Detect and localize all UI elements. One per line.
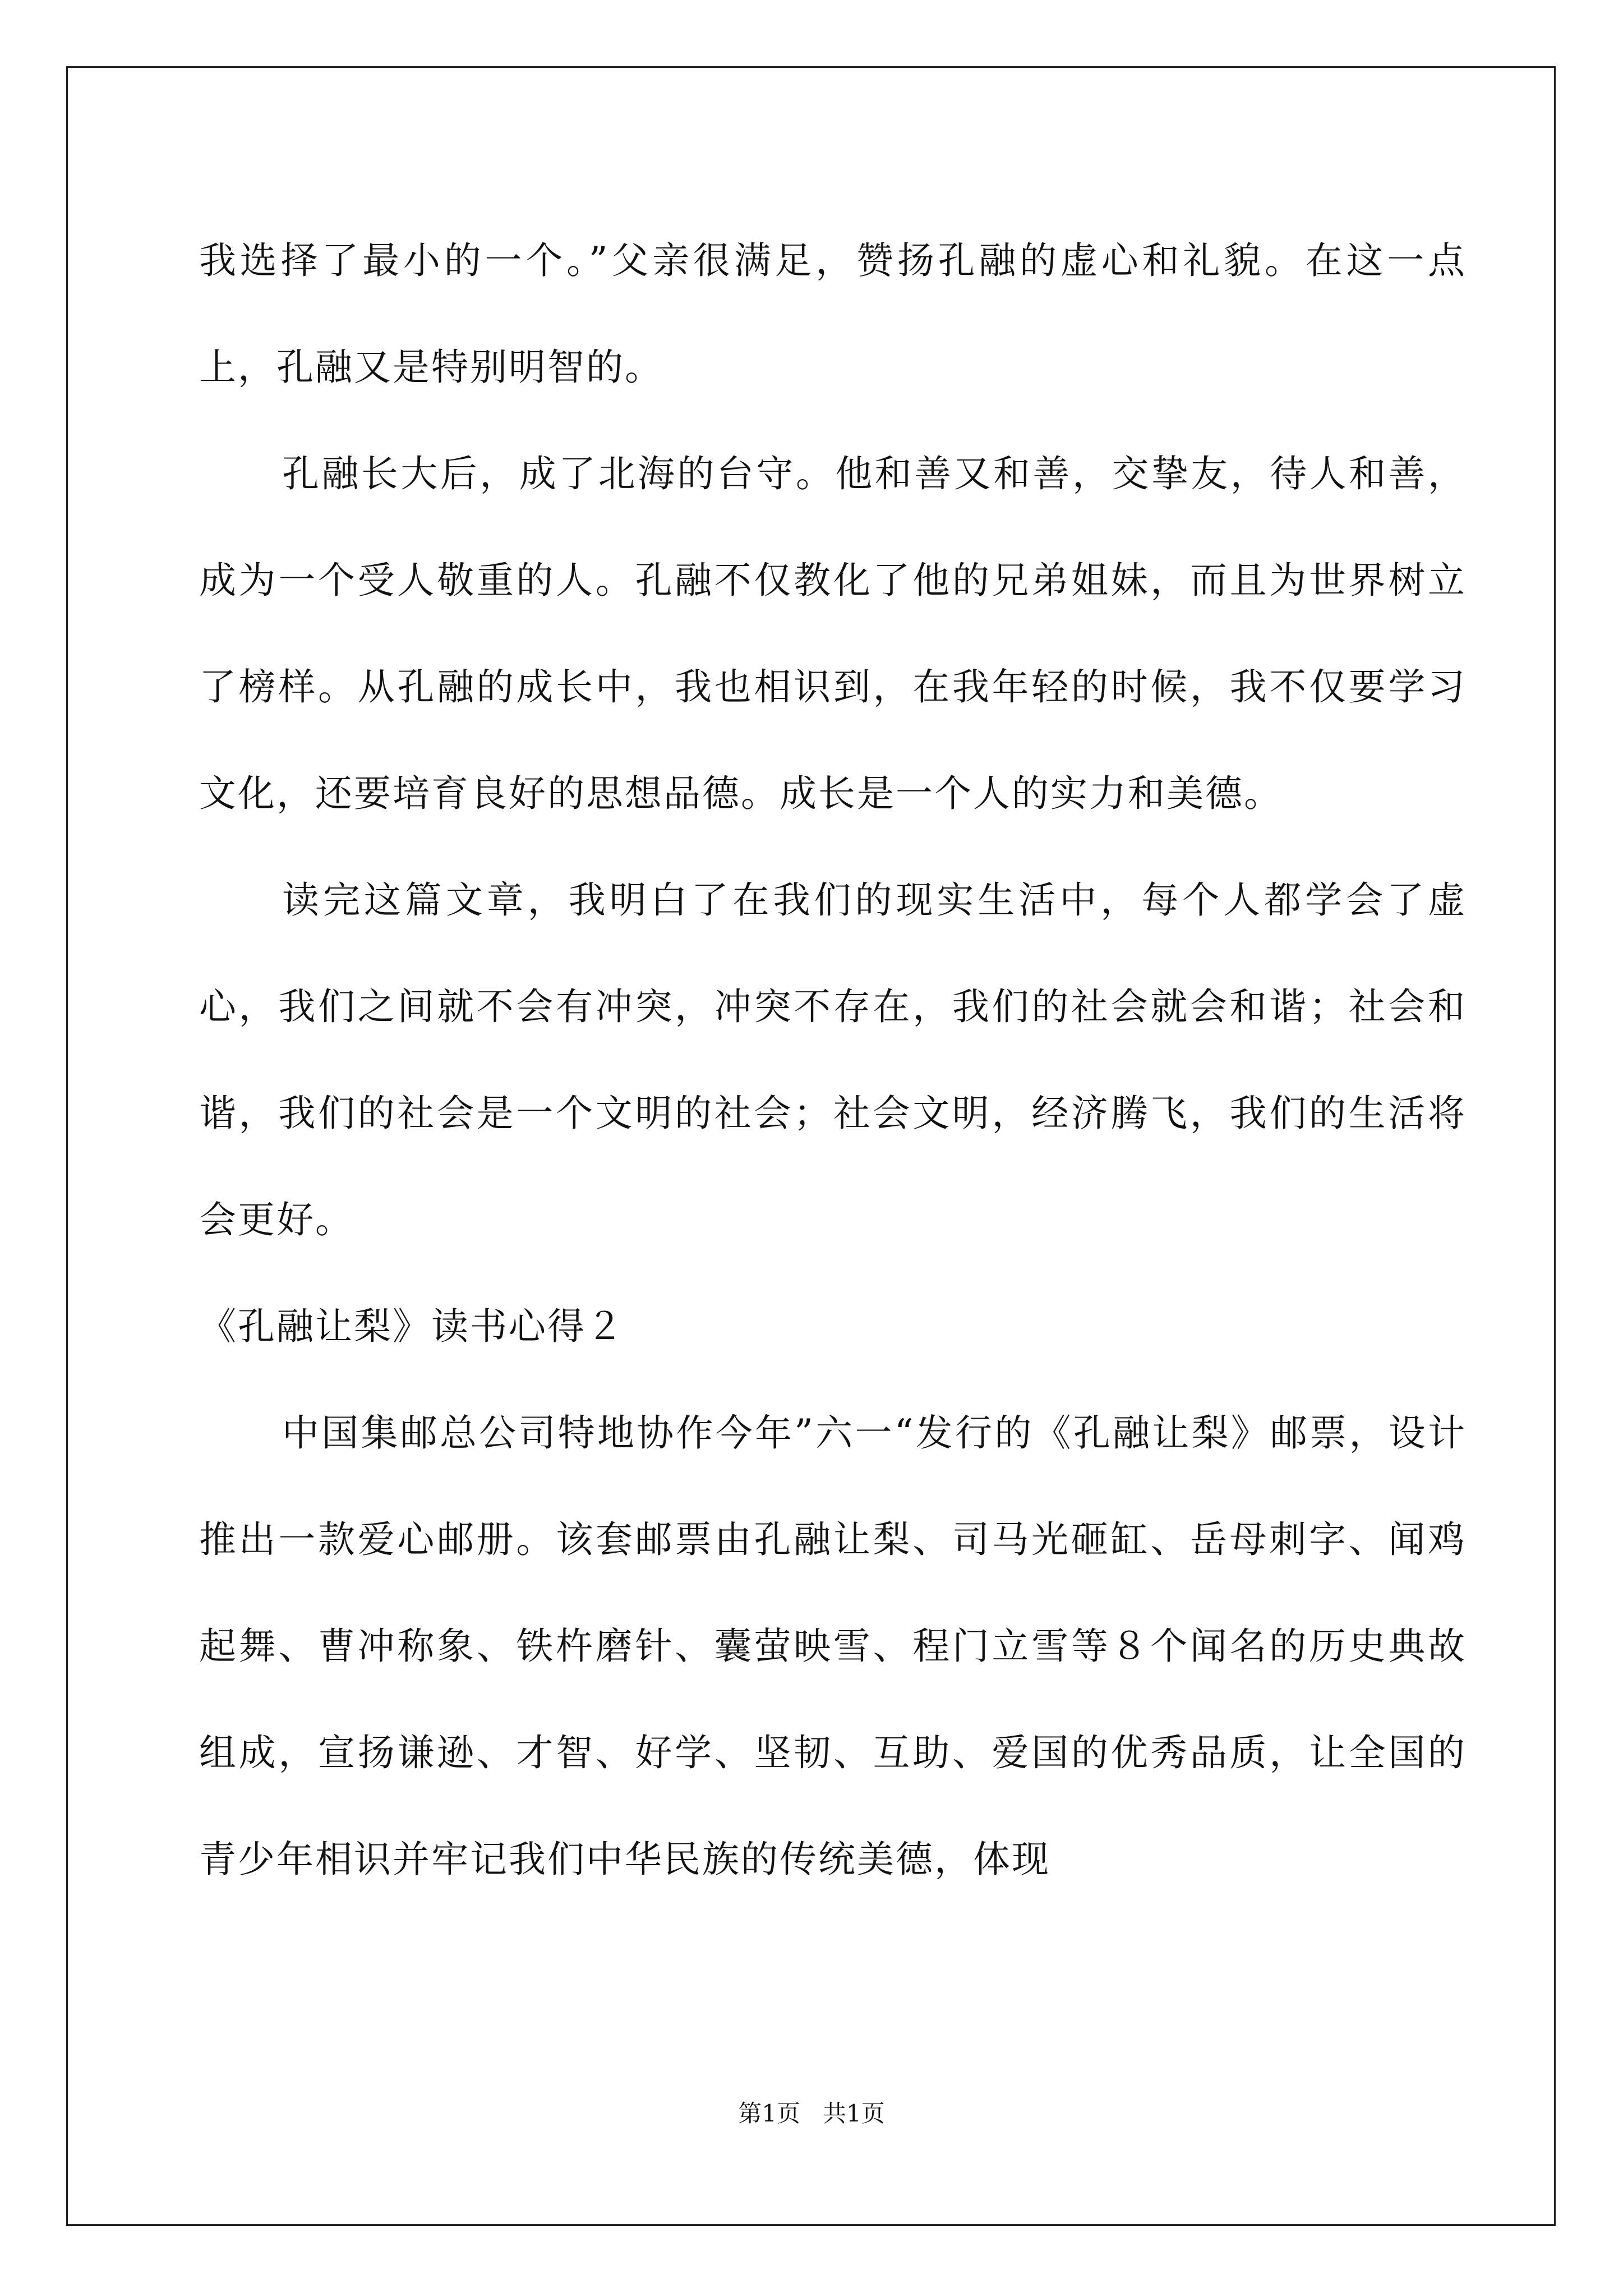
paragraph-stamp-issue: 中国集邮总公司特地协作今年”六一“发行的《孔融让梨》邮票，设计推出一款爱心邮册。该套邮票由孔融让梨、司马光砸缸、岳母刺字、闻鸡起舞、曹冲称象、铁杵磨针、囊萤映雪、程门立雪等８个闻名的历史典故组成，宣扬谦逊、才智、好学、坚韧、互助、爱国的优秀品质，让全国的青少年相识并牢记我们中华民族的传统美德，体现 bbox=[199, 1411, 1467, 1881]
paragraph-kongrong-grown-up: 孔融长大后，成了北海的台守。他和善又和善，交挚友，待人和善，成为一个受人敬重的人。孔融不仅教化了他的兄弟姐妹，而且为世界树立了榜样。从孔融的成长中，我也相识到，在我年轻的时候，我不仅要学习文化，还要培育良好的思想品德。成长是一个人的实力和美德。 bbox=[199, 452, 1467, 815]
document-body bbox=[199, 208, 1467, 1913]
section-heading: 《孔融让梨》读书心得２ bbox=[199, 1305, 625, 1348]
page-number: 第1页 bbox=[738, 2100, 800, 2127]
paragraph-reflection: 读完这篇文章，我明白了在我们的现实生活中，每个人都学会了虚心，我们之间就不会有冲突，冲突不存在，我们的社会就会和谐；社会和谐，我们的社会是一个文明的社会；社会文明，经济腾飞，我们的生活将会更好。 bbox=[199, 878, 1467, 1241]
paragraph-continued: 我选择了最小的一个。”父亲很满足，赞扬孔融的虚心和礼貌。在这一点上，孔融又是特别明智的。 bbox=[199, 239, 1467, 389]
page-footer bbox=[0, 2095, 1623, 2129]
page-total: 共1页 bbox=[823, 2100, 885, 2127]
